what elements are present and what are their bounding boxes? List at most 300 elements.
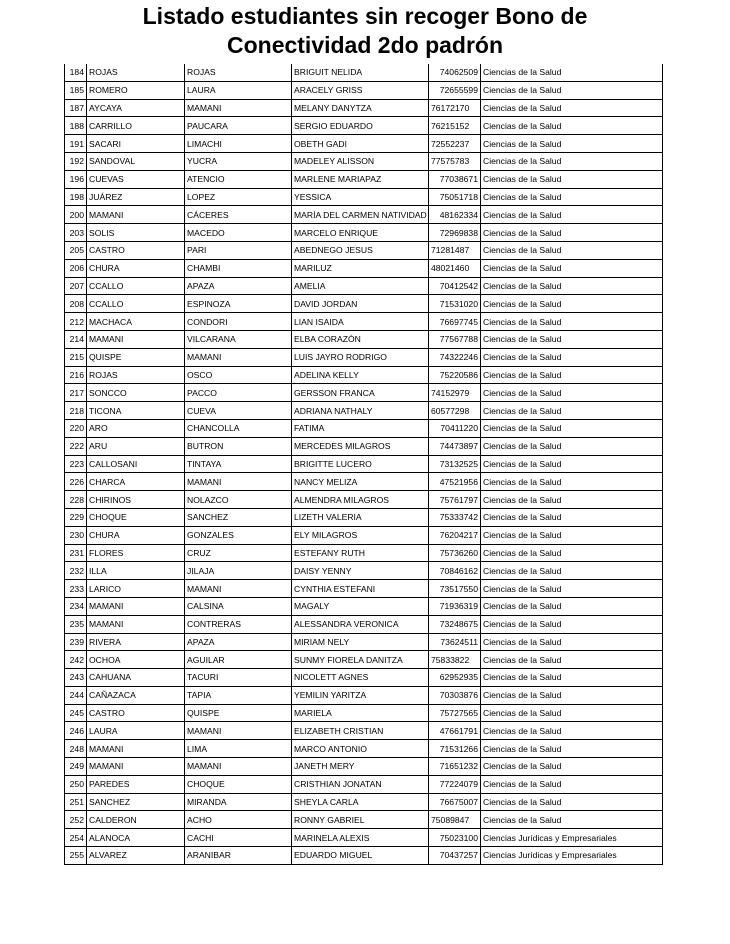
- cell-first-surname: ALANOCA: [87, 829, 185, 847]
- cell-second-surname: OSCO: [185, 366, 292, 384]
- cell-given-names: AMELIA: [292, 277, 429, 295]
- cell-first-surname: CHURA: [87, 526, 185, 544]
- cell-first-surname: PAREDES: [87, 775, 185, 793]
- cell-area: Ciencias de la Salud: [481, 313, 663, 331]
- cell-dni: 74152979: [429, 384, 481, 402]
- cell-given-names: JANETH MERY: [292, 758, 429, 776]
- cell-dni: 70846162: [429, 562, 481, 580]
- table-row: [65, 740, 663, 758]
- cell-number: 243: [65, 669, 87, 687]
- cell-number: 206: [65, 259, 87, 277]
- table-row: [65, 775, 663, 793]
- table-row: [65, 686, 663, 704]
- cell-dni: 71651232: [429, 758, 481, 776]
- cell-dni: 60577298: [429, 402, 481, 420]
- cell-dni: 48021460: [429, 259, 481, 277]
- cell-dni: 70412542: [429, 277, 481, 295]
- cell-second-surname: NOLAZCO: [185, 491, 292, 509]
- cell-first-surname: ROJAS: [87, 366, 185, 384]
- page-title-line-1: Listado estudiantes sin recoger Bono de: [142, 3, 588, 29]
- table-row: [65, 758, 663, 776]
- cell-area: Ciencias de la Salud: [481, 419, 663, 437]
- cell-given-names: LIZETH VALERIA: [292, 508, 429, 526]
- cell-given-names: LUIS JAYRO RODRIGO: [292, 348, 429, 366]
- cell-first-surname: CASTRO: [87, 704, 185, 722]
- cell-number: 203: [65, 224, 87, 242]
- cell-dni: 74322246: [429, 348, 481, 366]
- cell-dni: 77224079: [429, 775, 481, 793]
- cell-number: 214: [65, 330, 87, 348]
- cell-first-surname: MACHACA: [87, 313, 185, 331]
- cell-second-surname: APAZA: [185, 277, 292, 295]
- cell-dni: 62952935: [429, 669, 481, 687]
- cell-area: Ciencias de la Salud: [481, 348, 663, 366]
- cell-given-names: RONNY GABRIEL: [292, 811, 429, 829]
- table-row: [65, 81, 663, 99]
- cell-second-surname: PARI: [185, 241, 292, 259]
- cell-area: Ciencias de la Salud: [481, 704, 663, 722]
- cell-dni: 77575783: [429, 152, 481, 170]
- table-row: [65, 64, 663, 81]
- cell-given-names: ARACELY GRISS: [292, 81, 429, 99]
- cell-dni: 75333742: [429, 508, 481, 526]
- table-row: [65, 580, 663, 598]
- table-row: [65, 295, 663, 313]
- table-row: [65, 224, 663, 242]
- footer-mark: [622, 913, 662, 917]
- cell-number: 250: [65, 775, 87, 793]
- cell-first-surname: CHARCA: [87, 473, 185, 491]
- cell-area: Ciencias de la Salud: [481, 366, 663, 384]
- table-row: [65, 651, 663, 669]
- cell-area: Ciencias de la Salud: [481, 295, 663, 313]
- cell-second-surname: CHAMBI: [185, 259, 292, 277]
- cell-given-names: ADELINA KELLY: [292, 366, 429, 384]
- cell-dni: 73624511: [429, 633, 481, 651]
- cell-first-surname: CALDERON: [87, 811, 185, 829]
- cell-area: Ciencias de la Salud: [481, 775, 663, 793]
- cell-number: 184: [65, 64, 87, 81]
- cell-dni: 70303876: [429, 686, 481, 704]
- cell-given-names: YESSICA: [292, 188, 429, 206]
- cell-second-surname: MAMANI: [185, 473, 292, 491]
- cell-second-surname: CUEVA: [185, 402, 292, 420]
- cell-number: 226: [65, 473, 87, 491]
- cell-given-names: FATIMA: [292, 419, 429, 437]
- cell-number: 239: [65, 633, 87, 651]
- cell-second-surname: GONZALES: [185, 526, 292, 544]
- cell-number: 232: [65, 562, 87, 580]
- cell-first-surname: JUÁREZ: [87, 188, 185, 206]
- cell-second-surname: CONDORI: [185, 313, 292, 331]
- cell-second-surname: ATENCIO: [185, 170, 292, 188]
- cell-area: Ciencias de la Salud: [481, 793, 663, 811]
- cell-dni: 76204217: [429, 526, 481, 544]
- cell-number: 208: [65, 295, 87, 313]
- cell-first-surname: LAURA: [87, 722, 185, 740]
- cell-number: 205: [65, 241, 87, 259]
- cell-dni: 75220586: [429, 366, 481, 384]
- table-row: [65, 526, 663, 544]
- table-row: [65, 829, 663, 847]
- cell-given-names: SERGIO EDUARDO: [292, 117, 429, 135]
- table-row: [65, 811, 663, 829]
- cell-area: Ciencias de la Salud: [481, 170, 663, 188]
- cell-first-surname: SOLIS: [87, 224, 185, 242]
- cell-first-surname: CHURA: [87, 259, 185, 277]
- cell-number: 230: [65, 526, 87, 544]
- cell-number: 215: [65, 348, 87, 366]
- cell-area: Ciencias de la Salud: [481, 330, 663, 348]
- students-table-body: [65, 64, 663, 864]
- students-table-container: [64, 64, 662, 865]
- table-row: [65, 669, 663, 687]
- cell-first-surname: ROMERO: [87, 81, 185, 99]
- cell-given-names: BRIGUIT NELIDA: [292, 64, 429, 81]
- cell-given-names: DAISY YENNY: [292, 562, 429, 580]
- cell-number: 200: [65, 206, 87, 224]
- cell-dni: 73248675: [429, 615, 481, 633]
- cell-number: 207: [65, 277, 87, 295]
- cell-given-names: MARCO ANTONIO: [292, 740, 429, 758]
- cell-given-names: CYNTHIA ESTEFANI: [292, 580, 429, 598]
- cell-first-surname: ALVAREZ: [87, 847, 185, 865]
- cell-second-surname: MAMANI: [185, 758, 292, 776]
- cell-area: Ciencias de la Salud: [481, 758, 663, 776]
- cell-dni: 47521956: [429, 473, 481, 491]
- cell-second-surname: TINTAYA: [185, 455, 292, 473]
- cell-given-names: MIRIAM NELY: [292, 633, 429, 651]
- cell-number: 191: [65, 135, 87, 153]
- cell-area: Ciencias de la Salud: [481, 473, 663, 491]
- cell-first-surname: CCALLO: [87, 277, 185, 295]
- cell-first-surname: MAMANI: [87, 758, 185, 776]
- cell-given-names: MADELEY ALISSON: [292, 152, 429, 170]
- cell-dni: 75761797: [429, 491, 481, 509]
- cell-dni: 75023100: [429, 829, 481, 847]
- table-row: [65, 330, 663, 348]
- cell-area: Ciencias de la Salud: [481, 491, 663, 509]
- table-row: [65, 99, 663, 117]
- cell-first-surname: CARRILLO: [87, 117, 185, 135]
- table-row: [65, 135, 663, 153]
- table-row: [65, 384, 663, 402]
- cell-second-surname: YUCRA: [185, 152, 292, 170]
- cell-area: Ciencias de la Salud: [481, 651, 663, 669]
- cell-dni: 70411220: [429, 419, 481, 437]
- cell-dni: 76172170: [429, 99, 481, 117]
- cell-first-surname: CALLOSANI: [87, 455, 185, 473]
- cell-number: 192: [65, 152, 87, 170]
- table-row: [65, 206, 663, 224]
- cell-second-surname: CACHI: [185, 829, 292, 847]
- cell-dni: 76215152: [429, 117, 481, 135]
- cell-number: 229: [65, 508, 87, 526]
- cell-area: Ciencias de la Salud: [481, 669, 663, 687]
- cell-area: Ciencias de la Salud: [481, 455, 663, 473]
- cell-area: Ciencias de la Salud: [481, 259, 663, 277]
- cell-area: Ciencias de la Salud: [481, 811, 663, 829]
- cell-first-surname: SONCCO: [87, 384, 185, 402]
- cell-area: Ciencias de la Salud: [481, 206, 663, 224]
- cell-first-surname: CAÑAZACA: [87, 686, 185, 704]
- cell-second-surname: ACHO: [185, 811, 292, 829]
- cell-area: Ciencias de la Salud: [481, 615, 663, 633]
- table-row: [65, 491, 663, 509]
- cell-first-surname: CHIRINOS: [87, 491, 185, 509]
- cell-dni: 77038671: [429, 170, 481, 188]
- cell-number: 255: [65, 847, 87, 865]
- cell-dni: 71531020: [429, 295, 481, 313]
- cell-first-surname: TICONA: [87, 402, 185, 420]
- cell-given-names: MARLENE MARIAPAZ: [292, 170, 429, 188]
- cell-number: 249: [65, 758, 87, 776]
- cell-area: Ciencias de la Salud: [481, 188, 663, 206]
- cell-second-surname: ROJAS: [185, 64, 292, 81]
- cell-given-names: NANCY MELIZA: [292, 473, 429, 491]
- cell-second-surname: QUISPE: [185, 704, 292, 722]
- cell-first-surname: MAMANI: [87, 615, 185, 633]
- cell-second-surname: CHANCOLLA: [185, 419, 292, 437]
- cell-first-surname: QUISPE: [87, 348, 185, 366]
- cell-second-surname: MACEDO: [185, 224, 292, 242]
- cell-second-surname: ARANIBAR: [185, 847, 292, 865]
- cell-dni: 77567788: [429, 330, 481, 348]
- cell-dni: 71936319: [429, 597, 481, 615]
- cell-given-names: MARCELO ENRIQUE: [292, 224, 429, 242]
- cell-dni: 71531266: [429, 740, 481, 758]
- cell-given-names: MARILUZ: [292, 259, 429, 277]
- cell-dni: 74473897: [429, 437, 481, 455]
- cell-number: 235: [65, 615, 87, 633]
- cell-first-surname: CASTRO: [87, 241, 185, 259]
- cell-dni: 71281487: [429, 241, 481, 259]
- cell-second-surname: CÁCERES: [185, 206, 292, 224]
- cell-number: 245: [65, 704, 87, 722]
- cell-second-surname: JILAJA: [185, 562, 292, 580]
- cell-given-names: SHEYLA CARLA: [292, 793, 429, 811]
- cell-number: 252: [65, 811, 87, 829]
- cell-given-names: MARIELA: [292, 704, 429, 722]
- cell-dni: 47661791: [429, 722, 481, 740]
- cell-dni: 72552237: [429, 135, 481, 153]
- cell-number: 246: [65, 722, 87, 740]
- table-row: [65, 508, 663, 526]
- cell-area: Ciencias de la Salud: [481, 117, 663, 135]
- cell-number: 231: [65, 544, 87, 562]
- cell-first-surname: LARICO: [87, 580, 185, 598]
- cell-dni: 73517550: [429, 580, 481, 598]
- cell-second-surname: TACURI: [185, 669, 292, 687]
- cell-first-surname: MAMANI: [87, 330, 185, 348]
- table-row: [65, 473, 663, 491]
- cell-second-surname: MIRANDA: [185, 793, 292, 811]
- cell-area: Ciencias Jurídicas y Empresariales: [481, 829, 663, 847]
- page-title: [0, 2, 730, 60]
- cell-dni: 48162334: [429, 206, 481, 224]
- cell-number: 216: [65, 366, 87, 384]
- cell-number: 187: [65, 99, 87, 117]
- cell-number: 248: [65, 740, 87, 758]
- cell-second-surname: LIMA: [185, 740, 292, 758]
- cell-first-surname: SANDOVAL: [87, 152, 185, 170]
- cell-second-surname: LIMACHI: [185, 135, 292, 153]
- cell-number: 217: [65, 384, 87, 402]
- table-row: [65, 419, 663, 437]
- cell-first-surname: ARO: [87, 419, 185, 437]
- cell-first-surname: ILLA: [87, 562, 185, 580]
- cell-area: Ciencias Jurídicas y Empresariales: [481, 847, 663, 865]
- cell-dni: 75736260: [429, 544, 481, 562]
- cell-second-surname: APAZA: [185, 633, 292, 651]
- table-row: [65, 562, 663, 580]
- cell-dni: 74062509: [429, 64, 481, 81]
- cell-second-surname: MAMANI: [185, 580, 292, 598]
- cell-dni: 72655599: [429, 81, 481, 99]
- cell-given-names: ADRIANA NATHALY: [292, 402, 429, 420]
- cell-second-surname: VILCARANA: [185, 330, 292, 348]
- cell-given-names: ESTEFANY RUTH: [292, 544, 429, 562]
- cell-given-names: ALESSANDRA VERONICA: [292, 615, 429, 633]
- cell-dni: 75833822: [429, 651, 481, 669]
- cell-second-surname: MAMANI: [185, 99, 292, 117]
- cell-number: 223: [65, 455, 87, 473]
- table-row: [65, 793, 663, 811]
- cell-number: 228: [65, 491, 87, 509]
- cell-first-surname: ARU: [87, 437, 185, 455]
- cell-first-surname: SANCHEZ: [87, 793, 185, 811]
- cell-second-surname: AGUILAR: [185, 651, 292, 669]
- cell-number: 196: [65, 170, 87, 188]
- cell-area: Ciencias de la Salud: [481, 152, 663, 170]
- cell-area: Ciencias de la Salud: [481, 224, 663, 242]
- cell-given-names: BRIGITTE LUCERO: [292, 455, 429, 473]
- cell-area: Ciencias de la Salud: [481, 580, 663, 598]
- cell-second-surname: PACCO: [185, 384, 292, 402]
- cell-area: Ciencias de la Salud: [481, 99, 663, 117]
- cell-area: Ciencias de la Salud: [481, 508, 663, 526]
- cell-first-surname: OCHOA: [87, 651, 185, 669]
- cell-given-names: LIAN ISAIDA: [292, 313, 429, 331]
- cell-given-names: ELBA CORAZÓN: [292, 330, 429, 348]
- table-row: [65, 188, 663, 206]
- table-row: [65, 117, 663, 135]
- cell-number: 254: [65, 829, 87, 847]
- cell-number: 251: [65, 793, 87, 811]
- table-row: [65, 259, 663, 277]
- cell-area: Ciencias de la Salud: [481, 633, 663, 651]
- cell-dni: 76697745: [429, 313, 481, 331]
- cell-given-names: ALMENDRA MILAGROS: [292, 491, 429, 509]
- cell-first-surname: FLORES: [87, 544, 185, 562]
- cell-number: 188: [65, 117, 87, 135]
- cell-first-surname: CHOQUE: [87, 508, 185, 526]
- cell-area: Ciencias de la Salud: [481, 64, 663, 81]
- cell-given-names: ELIZABETH CRISTIAN: [292, 722, 429, 740]
- table-row: [65, 402, 663, 420]
- cell-given-names: DAVID JORDAN: [292, 295, 429, 313]
- cell-given-names: MARINELA ALEXIS: [292, 829, 429, 847]
- cell-second-surname: MAMANI: [185, 348, 292, 366]
- cell-area: Ciencias de la Salud: [481, 562, 663, 580]
- cell-dni: 76675007: [429, 793, 481, 811]
- cell-second-surname: CHOQUE: [185, 775, 292, 793]
- table-row: [65, 615, 663, 633]
- cell-number: 233: [65, 580, 87, 598]
- cell-second-surname: PAUCARA: [185, 117, 292, 135]
- cell-given-names: MAGALY: [292, 597, 429, 615]
- cell-number: 198: [65, 188, 87, 206]
- cell-number: 212: [65, 313, 87, 331]
- cell-second-surname: ESPINOZA: [185, 295, 292, 313]
- cell-given-names: OBETH GADI: [292, 135, 429, 153]
- cell-area: Ciencias de la Salud: [481, 277, 663, 295]
- cell-area: Ciencias de la Salud: [481, 437, 663, 455]
- table-row: [65, 366, 663, 384]
- table-row: [65, 722, 663, 740]
- cell-dni: 75089847: [429, 811, 481, 829]
- cell-number: 185: [65, 81, 87, 99]
- cell-number: 220: [65, 419, 87, 437]
- cell-number: 244: [65, 686, 87, 704]
- page-title-line-2: Conectividad 2do padrón: [226, 32, 504, 58]
- cell-given-names: GERSSON FRANCA: [292, 384, 429, 402]
- cell-first-surname: MAMANI: [87, 206, 185, 224]
- cell-first-surname: CUEVAS: [87, 170, 185, 188]
- cell-second-surname: LOPEZ: [185, 188, 292, 206]
- table-row: [65, 597, 663, 615]
- cell-first-surname: CCALLO: [87, 295, 185, 313]
- table-row: [65, 152, 663, 170]
- cell-first-surname: RIVERA: [87, 633, 185, 651]
- cell-number: 222: [65, 437, 87, 455]
- cell-given-names: ELY MILAGROS: [292, 526, 429, 544]
- cell-second-surname: SANCHEZ: [185, 508, 292, 526]
- cell-given-names: EDUARDO MIGUEL: [292, 847, 429, 865]
- table-row: [65, 544, 663, 562]
- table-row: [65, 348, 663, 366]
- cell-given-names: MELANY DANYTZA: [292, 99, 429, 117]
- cell-first-surname: ROJAS: [87, 64, 185, 81]
- cell-given-names: SUNMY FIORELA DANITZA: [292, 651, 429, 669]
- cell-first-surname: MAMANI: [87, 740, 185, 758]
- cell-area: Ciencias de la Salud: [481, 740, 663, 758]
- cell-second-surname: CRUZ: [185, 544, 292, 562]
- cell-first-surname: MAMANI: [87, 597, 185, 615]
- students-table: [64, 64, 663, 865]
- cell-dni: 72969838: [429, 224, 481, 242]
- cell-area: Ciencias de la Salud: [481, 384, 663, 402]
- table-row: [65, 241, 663, 259]
- cell-area: Ciencias de la Salud: [481, 544, 663, 562]
- cell-given-names: ABEDNEGO JESUS: [292, 241, 429, 259]
- cell-dni: 70437257: [429, 847, 481, 865]
- table-row: [65, 313, 663, 331]
- cell-number: 234: [65, 597, 87, 615]
- table-row: [65, 170, 663, 188]
- cell-given-names: MARÍA DEL CARMEN NATIVIDAD: [292, 206, 429, 224]
- cell-dni: 75727565: [429, 704, 481, 722]
- cell-second-surname: MAMANI: [185, 722, 292, 740]
- cell-second-surname: BUTRON: [185, 437, 292, 455]
- cell-given-names: YEMILIN YARITZA: [292, 686, 429, 704]
- table-row: [65, 633, 663, 651]
- table-row: [65, 437, 663, 455]
- cell-area: Ciencias de la Salud: [481, 241, 663, 259]
- table-row: [65, 277, 663, 295]
- cell-second-surname: TAPIA: [185, 686, 292, 704]
- cell-number: 242: [65, 651, 87, 669]
